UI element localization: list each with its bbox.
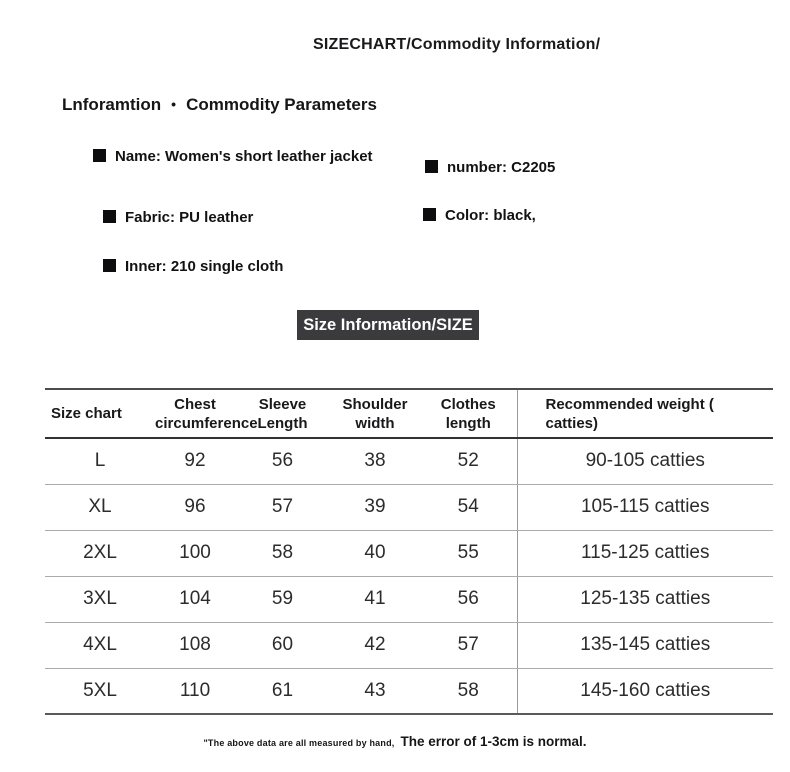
weight-cell: 145-160 catties xyxy=(517,668,773,714)
clothes-cell: 57 xyxy=(420,622,517,668)
sleeve-cell: 58 xyxy=(235,530,330,576)
chest-cell: 96 xyxy=(155,484,235,530)
section-heading-left: Lnforamtion xyxy=(62,95,162,114)
chest-cell: 92 xyxy=(155,438,235,484)
col-header-size: Size chart xyxy=(45,389,155,438)
clothes-cell: 56 xyxy=(420,576,517,622)
param-number xyxy=(425,156,555,179)
size-cell: 2XL xyxy=(45,530,155,576)
param-fabric xyxy=(103,206,253,229)
footnote-large: The error of 1-3cm is normal. xyxy=(400,734,587,749)
table-row xyxy=(45,668,773,714)
section-heading-right: Commodity Parameters xyxy=(186,95,377,114)
table-row xyxy=(45,622,773,668)
chest-cell: 100 xyxy=(155,530,235,576)
shoulder-cell: 43 xyxy=(330,668,420,714)
size-section-banner: Size Information/SIZE xyxy=(297,310,479,340)
bullet-square-icon xyxy=(103,259,116,272)
sleeve-cell: 56 xyxy=(235,438,330,484)
col-header-shoulder: Shoulder width xyxy=(330,389,420,438)
param-fabric-label: Fabric: PU leather xyxy=(125,209,254,226)
weight-cell: 135-145 catties xyxy=(517,622,773,668)
sleeve-cell: 57 xyxy=(235,484,330,530)
sleeve-cell: 61 xyxy=(235,668,330,714)
shoulder-cell: 41 xyxy=(330,576,420,622)
param-color xyxy=(423,204,536,227)
footnote-small: "The above data are all measured by hand, xyxy=(203,738,395,748)
bullet-square-icon xyxy=(425,160,438,173)
shoulder-cell: 38 xyxy=(330,438,420,484)
bullet-dot-icon: • xyxy=(171,96,177,112)
param-inner-label: Inner: 210 single cloth xyxy=(125,258,284,275)
table-row xyxy=(45,438,773,484)
col-header-chest: Chest circumference xyxy=(155,389,235,438)
size-table xyxy=(45,388,773,715)
chest-cell: 108 xyxy=(155,622,235,668)
chest-cell: 104 xyxy=(155,576,235,622)
col-header-sleeve: Sleeve Length xyxy=(235,389,330,438)
param-number-label: number: C2205 xyxy=(447,159,556,176)
table-row xyxy=(45,576,773,622)
size-cell: L xyxy=(45,438,155,484)
table-row xyxy=(45,484,773,530)
size-cell: 3XL xyxy=(45,576,155,622)
footnote xyxy=(0,733,790,751)
weight-cell: 115-125 catties xyxy=(517,530,773,576)
table-header-row xyxy=(45,389,773,438)
clothes-cell: 58 xyxy=(420,668,517,714)
clothes-cell: 55 xyxy=(420,530,517,576)
bullet-square-icon xyxy=(423,208,436,221)
param-color-label: Color: black, xyxy=(445,207,536,224)
col-header-weight xyxy=(517,389,773,438)
weight-cell: 90-105 catties xyxy=(517,438,773,484)
size-cell: XL xyxy=(45,484,155,530)
param-name xyxy=(93,145,393,168)
clothes-cell: 52 xyxy=(420,438,517,484)
clothes-cell: 54 xyxy=(420,484,517,530)
size-cell: 5XL xyxy=(45,668,155,714)
col-header-clothes: Clothes length xyxy=(420,389,517,438)
bullet-square-icon xyxy=(103,210,116,223)
sleeve-cell: 59 xyxy=(235,576,330,622)
param-name-label: Name: Women's short leather jacket xyxy=(115,148,373,165)
table-row xyxy=(45,530,773,576)
section-heading xyxy=(62,95,377,115)
shoulder-cell: 39 xyxy=(330,484,420,530)
col-header-weight-label: Recommended weight ( catties) xyxy=(545,395,714,432)
sleeve-cell: 60 xyxy=(235,622,330,668)
chest-cell: 110 xyxy=(155,668,235,714)
param-inner xyxy=(103,255,283,278)
bullet-square-icon xyxy=(93,149,106,162)
page-title: SIZECHART/Commodity Information/ xyxy=(313,36,601,53)
shoulder-cell: 42 xyxy=(330,622,420,668)
shoulder-cell: 40 xyxy=(330,530,420,576)
weight-cell: 105-115 catties xyxy=(517,484,773,530)
weight-cell: 125-135 catties xyxy=(517,576,773,622)
size-cell: 4XL xyxy=(45,622,155,668)
